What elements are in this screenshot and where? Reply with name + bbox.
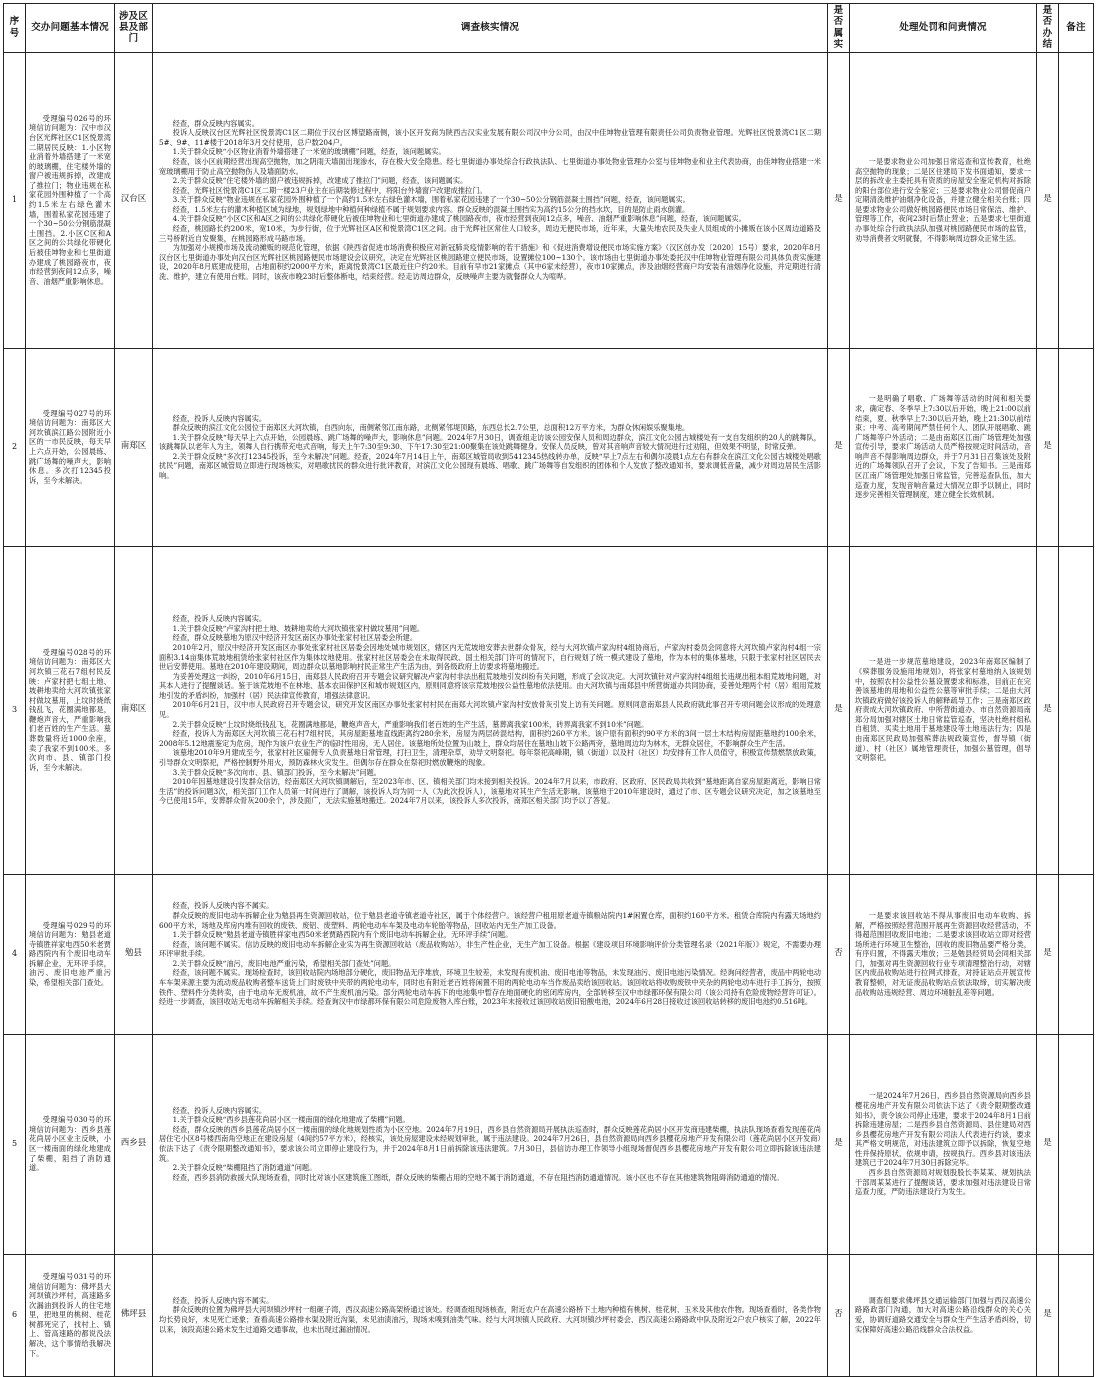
investigation-paragraph: 经查，该小区前期经营出现高空抛物，加之阴雨天墙面出现渗水，存在极大安全隐患。经七里街道办事处综合行政执法队、七里街道办事处物业管理办公室与佳坤物业和业主代表协商，由佳坤物业搭建一米宽玻璃棚用于防止高空抛物伤人及墙面防水。 — [159, 156, 821, 176]
done-flag-cell: 是 — [1037, 1034, 1059, 1254]
true-flag-cell: 是 — [828, 348, 850, 546]
table-row — [4, 52, 1094, 348]
header-note: 备注 — [1059, 4, 1094, 53]
table-body — [4, 52, 1094, 1376]
investigation-paragraph: 2010年2月，原汉中经济开发区南区办事处张家村社区居委会因地处城市规划区，辖区内无荒坡地安葬去世群众骨灰，经与大河坎镇卢家沟村4组协商后，卢家沟村委员会同意将大河坎镇卢家沟村4组一宗面积3.14亩集体荒坡地租赁给张家村社区作为集体坟地使用。张家村社区居委会在未取得民政、国土相关部门许可的情况下，自行规划了统一模式建设了墓地，作为本村的集体墓地，只限于张家村社区居民去世后安葬使用。墓地在2010年建设期间，周边群众以墓地影响村民正常生产生活为由，到各级政府上访要求将墓地搬迁。 — [159, 643, 821, 672]
header-no: 序号 — [4, 4, 26, 53]
result-cell — [850, 52, 1037, 348]
note-cell — [1059, 1254, 1094, 1376]
investigation-paragraph: 经查，1.5米左右的灌木种植区域为绿地，规划绿地中种植何种绿植不属于规划要求内容。群众反映的混凝土围挡实为高约15公分的挡水坎，目的是防止雨水倒灌。 — [172, 204, 690, 214]
result-paragraph: 调查组要求佛坪县交通运输部门加强与西汉高速公路路政部门沟通，加大对高速公路沿线群众的关心关爱，协调好道路交通安全与群众生产生活矛盾纠纷，切实保障好高速公路沿线群众合法权益。 — [855, 1295, 1031, 1334]
investigation-paragraph: 经查，群众反映的西乡县莲花尚居小区一楼南面的绿化地规划性质为小区空地。2024年7月19日，西乡县自然资源局开展执法巡查时，群众反映莲花尚居小区开发商违建柴棚，执法队现场查看发现莲花尚居住宅小区8号楼西南角空地正在建设房屋（4间约57平方米），经核实，该处房屋建设未经规划审批，属于违法建设。2024年7月26日，县自然资源局向西乡县樱花房地产开发有限公司（莲花尚居小区开发商）依法下达了《责令限期整改通知书》，要求该公司立即停止建设行为，并于2024年8月1日前拆除该违法建筑。7月30日，县信访办理工作领导小组现场督促西乡县樱花房地产开发有限公司立即拆除该违法建筑。 — [159, 1124, 821, 1163]
row-number: 1 — [4, 52, 26, 348]
done-flag-cell: 是 — [1037, 1254, 1059, 1376]
investigation-paragraph: 群众反映的废旧电动车拆解企业为勉县再生资源回收站，位于勉县老道寺镇老道寺社区，属于个体经营户。该经营户租用原老道寺镇粮站院内1#闲置仓库，面积约160平方米。租赁合库院内有露天场地约600平方米，场地及库房内堆有回收的废铁、废铝、废塑料、两轮电动车车架及电动车轮胎等物品，回收站内无生产加工设备。 — [159, 910, 821, 930]
investigation-paragraph: 经查，西乡县消防救援大队现场查看，同时比对该小区建筑施工图纸，群众反映的柴棚占用的空地不属于消防通道，不存在阻挡消防通道情况。该小区也不存在其他建筑物阻碍消防通道的情况。 — [172, 1172, 784, 1182]
true-flag-cell: 是 — [828, 1034, 850, 1254]
result-paragraph: 一是要求物业公司加强日常巡查和宣传教育，杜绝高空抛物的现象；二是区住建局下发书面通知，要求一层的拆改业主委托具有资质的房屋安全鉴定机构对拆除的阳台部位进行安全鉴定；三是要求物业公司督促商户定期清洗维护油烟净化设备，并建立健全相关台账；四是要求物业公司做好桃园路便民市场日常保洁、维护、管理等工作，夜间23时后禁止营业；五是要求七里街道办事处综合行政执法队加强对桃园路便民市场的监管，劝导消费者文明就餐，不得影响周边群众正常生活。 — [855, 156, 1031, 243]
investigation-paragraph: 经查，投诉人为南郑区大河坎镇三花石村7组村民，其房屋距墓地直线距离约280余米，房屋为两层砖混结构，面积约260平方米。该户原有面积约90平方米的3间一层土木结构房屋距墓地约100余米，2008年5.12地震鉴定为危房，现作为该户农业生产的临时性用房，无人居住。该墓地所处位置为山坡上，群众均居住在墓地山坡下公路两旁，墓地周边均为林木，无群众居住，不影响群众生产生活。 — [159, 729, 821, 748]
investigation-paragraph: 2.关于群众反映“上坟时烧纸钱乱飞，花圈满地都是，鞭炮声音大，严重影响我们老百姓的生产生活，墓葬离我家100米，砖界离我家不到10米”问题。 — [172, 719, 649, 729]
investigation-paragraph: 3.关于群众反映“多次向市、县、镇部门投诉，至今未解决”问题。 — [172, 767, 381, 777]
investigation-paragraph: 1.关于群众反映“勉县老道寺镇胜祥家电西50米老贾路西院内有个废旧电动车拆解企业，无环评手续”问题。 — [172, 930, 513, 940]
basic-situation-text: 受理编号030号的环境信访问题为：西乡县莲花尚居小区业主反映，小区一楼南面的绿化地建成了柴棚，阻挡了消防通道。 — [29, 1115, 111, 1173]
investigation-paragraph: 经查，投诉人反映内容属实。 — [172, 1105, 267, 1115]
basic-situation-text: 受理编号029号的环境信访问题为：勉县老道寺镇胜祥家电西50米老贾路西院内有个废旧电动车拆解企业，无环评手续，油污、废旧电池严重污染，希望相关部门查处。 — [29, 920, 111, 987]
note-cell — [1059, 546, 1094, 874]
result-cell — [850, 1034, 1037, 1254]
investigation-paragraph: 1.关于群众反映“每天早上六点开始，公园晨练、跳广场舞的噪声大，影响休息”问题。2024年7月30日，调查组走访该公园安保人员和周边群众，滨江文化公园古城楼处有一支自发组织的20人的跳舞队，该跳舞队以老年人为主，领舞人自行携带充电式音响，每天上午7:30至9:30、下午17:30至21:00聚集在该处跳舞健身。安保人员反映，曾对其音响声音较大情况进行过劝阻，但效果不明显，时常反弹。 — [159, 432, 821, 452]
basic-situation-cell — [26, 546, 115, 874]
header-true-flag: 是否属实 — [828, 4, 850, 53]
petition-table — [3, 3, 1094, 1377]
region-cell: 勉县 — [115, 874, 153, 1034]
basic-situation-cell — [26, 874, 115, 1034]
investigation-paragraph: 1.关于群众反映“小区物业消着外墙搭建了一米宽的玻璃棚”问题，经查，该问题属实。 — [172, 147, 446, 157]
investigation-cell — [153, 1034, 828, 1254]
basic-situation-text: 受理编号026号的环境信访问题为：汉中市汉台区光辉社区C1区悦景湾二期居民反映：1.小区物业消着外墙搭建了一米宽的玻璃棚，住宅楼外墙的窗户被违规拆掉，改建成了推拉门；物业违规在私家花园外围种植了一个高约1.5米左右绿色灌木墙，围着私家花园违建了一个30~50公分钢筋混凝土围挡。2.小区C区和A区之间的公共绿化带硬化后被佳坤物业和七里街道办建成了桃园路夜市，夜市经营到夜间12点多，噪音、油烟严重影响休息。 — [29, 113, 111, 286]
header-done-flag: 是否办结 — [1037, 4, 1059, 53]
investigation-paragraph: 经查，光辉社区悦景湾C1区二期一楼23户业主在后期装修过程中，将阳台外墙窗户改建成推拉门。 — [172, 185, 487, 195]
header-investigation: 调查核实情况 — [153, 4, 828, 53]
investigation-paragraph: 4.关于群众反映“小区C区和A区之间的公共绿化带硬化后被佳坤物业和七里街道办建成了桃园路夜市，夜市经营到夜间12点多，噪音、油烟严重影响休息”问题，经查，该问题属实。 — [172, 214, 746, 224]
region-cell: 汉台区 — [115, 52, 153, 348]
investigation-paragraph: 2010年6月21日，汉中市人民政府召开专题会议，研究开发区南区办事处张家村村民在南郑大河坎镇卢家沟村安放骨灰引发上访有关问题。原则同意南郑县人民政府就此事召开专项问题会议形成的处理意见。 — [159, 700, 821, 720]
investigation-paragraph: 2.关于群众反映“柴棚阻挡了消防通道”问题。 — [172, 1163, 317, 1173]
basic-situation-cell — [26, 348, 115, 546]
investigation-paragraph: 经查，投诉人反映内容不属实。 — [172, 901, 274, 911]
investigation-paragraph: 2.关于群众反映“油污，废旧电池严重污染，希望相关部门查处”问题。 — [172, 958, 396, 968]
investigation-paragraph: 经查，投诉人反映内容属实。 — [172, 614, 267, 624]
region-cell: 佛坪县 — [115, 1254, 153, 1376]
done-flag-cell: 是 — [1037, 546, 1059, 874]
basic-situation-text: 受理编号027号的环境信访问题为：南郑区大河坎镇滨江路公园附近小区的一市民反映，每天早上六点开始，公园晨练、跳广场舞的噪声大，影响休息。多次打12345投诉，至今未解决。 — [29, 408, 111, 485]
region-cell: 西乡县 — [115, 1034, 153, 1254]
result-paragraph: 一是明确了唱歌、广场舞等活动的时间和相关要求，确定春、冬季早上7:30以后开始，晚上21:00以前结束，夏、秋季早上7:30以后开始，晚上21:30以前结束；中考、高考期间严禁任何个人、团队开展唱歌、跳广场舞等户外活动；二是由南郑区江南广场管理处加强宣传引导，要求广场活动人员严格按规定时间活动，音响声音不得影响周边群众，并于7月31日召集该处及附近的广场舞领队召开了会议，下发了告知书。三是南郑区江南广场管理处加强日常监管，完善巡查队伍，加大巡查力度，发现音响音量过大情况立即予以制止，同时逐步完善相关管理制度，建立健全长效机制。 — [855, 394, 1031, 500]
investigation-cell — [153, 1254, 828, 1376]
basic-situation-cell — [26, 1254, 115, 1376]
investigation-cell — [153, 874, 828, 1034]
header-region: 涉及区县及部门 — [115, 4, 153, 53]
region-cell: 南郑区 — [115, 348, 153, 546]
header-result: 处理处罚和问责情况 — [850, 4, 1037, 53]
true-flag-cell: 是 — [828, 52, 850, 348]
result-paragraph: 一是要求该回收站不得从事废旧电动车收购、拆解，严格按照经营范围开展再生资源回收经营活动，不得超范围回收废旧电池；二是要求该回收站立即对经营场所进行环境卫生整治，回收的废旧物品要严格分类，有序归置，不得露天堆放；三是勉县经贸局会同相关部门，加强对再生资源回收行业专项清理整治行动，对辖区内废品收购站进行拉网式排查，对持证站点开展宣传教育整顿，对无证废品收购站点依法取缔，切实解决废品收购站违规经营、周边环境脏乱差等问题。 — [855, 910, 1031, 997]
table-row — [4, 1254, 1094, 1376]
done-flag-cell: 是 — [1037, 52, 1059, 348]
table-row — [4, 348, 1094, 546]
investigation-paragraph: 3.关于群众反映“物业违规在私家花园外围种植了一个高约1.5米左右绿色灌木墙，围着私家花园违建了一个30~50公分钢筋混凝土围挡”问题，经查，该问题属实。 — [172, 195, 690, 205]
header-basic: 交办问题基本情况 — [26, 4, 115, 53]
investigation-paragraph: 1.关于群众反映“卢家沟村把土地、坡耕地卖给大河坎镇张家村做坟墓用”问题。 — [172, 623, 425, 633]
result-paragraph: 一是进一步规范墓地建设，2023年南郑区编制了《殡葬服务设施用地规划》，将张家村墓地纳入该规划中，按照农村公益性公墓设置要求和标准，目前正在完善该墓地的用地和公益性公墓等审批手续；二是由大河坎镇政府做好该投诉人的解释疏导工作；三是南郑区政府责成大河坎镇政府、中所营街道办、市自然资源局南郑分局加强对辖区土地日常监管巡查，坚决杜绝村组私自租赁、买卖土地用于墓地建设等土地违法行为；四是由南郑区民政局加强殡葬法规政策宣传，督导镇（街道）、村（社区）属地管理责任，加强公墓管理，倡导文明祭祀。 — [855, 657, 1031, 763]
result-cell — [850, 1254, 1037, 1376]
row-number: 4 — [4, 874, 26, 1034]
note-cell — [1059, 874, 1094, 1034]
table-row — [4, 546, 1094, 874]
investigation-paragraph: 经查，群众反映墓地为原汉中经济开发区南区办事处张家村社区居委会所建。 — [172, 633, 418, 643]
investigation-cell — [153, 52, 828, 348]
table-header-row — [4, 4, 1094, 53]
investigation-paragraph: 经查，该问题不属实。信访反映的废旧电动车拆解企业实为再生资源回收站（废品收购站），非生产性企业，无生产加工设备。根据《建设项目环境影响评价分类管理名录（2021年版）》规定，不需要办理环评审批手续。 — [159, 939, 821, 959]
note-cell — [1059, 52, 1094, 348]
true-flag-cell: 否 — [828, 874, 850, 1034]
true-flag-cell: 否 — [828, 1254, 850, 1376]
investigation-paragraph: 2.关于群众反映“住宅楼外墙的窗户被违规拆掉，改建成了推拉门”问题，经查，该问题属实。 — [172, 176, 468, 186]
result-paragraph: 一是2024年7月26日，西乡县自然资源局向西乡县樱花房地产开发有限公司依法下达了《责令限期整改通知书》，责令该公司停止违建，要求于2024年8月1日前拆除违建房屋；二是西乡县自然资源局、县住建局对西乡县樱花房地产开发有限公司法人代表进行约谈，要求其严格文明规范，对违法建筑立即予以拆除，恢复空地性并保持原状，依规申请，按规执行。西乡县对该违法建筑已于2024年7月30日拆除完毕。 — [855, 1091, 1031, 1168]
result-paragraph: 西乡县自然资源局对规划股股长李某某、规划执法干部周某某进行了提醒谈话，要求加强对违法建设日常巡查力度，严防违法建设行为发生。 — [855, 1168, 1031, 1197]
investigation-paragraph: 群众反映的滨江文化公园位于南郑区大河坎镇，自西向东，南侧紧邻江南东路，北侧紧邻堤顶路，东西总长2.7公里，总面积12万平方米，为群众休闲娱乐聚集地。 — [172, 423, 690, 433]
investigation-paragraph: 2.关于群众反映“多次打12345投诉，至今未解决”问题。经查，2024年7月14日上午，南郑区城管局收到5412345热线转办单，反映“早上7点左右和偶尔凌晨1点左右有群众在滨江文化公园古城楼处唱歌扰民”问题，南郑区城管局立即进行现场核实，对唱歌扰民的群众进行批评教育，对滨江文化公园现有晨练、唱歌、跳广场舞等自发组织的团体和个人发放了整改通知书，要求调低音量，减少对周边居民生活影响。 — [159, 451, 821, 480]
basic-situation-text: 受理编号028号的环境信访问题为：南郑区大河坎镇三花石7组村民反映：卢家村把七组土地、坡耕地卖给大河坎镇张家村做坟墓用，上坟时烧纸钱乱飞，花圈满地都是，鞭炮声音大，严重影响我们老百姓的生产生活。墓葬数量将近1000余座，卖了我家不到100米。多次向市、县、镇部门投诉，至今未解决。 — [29, 647, 111, 772]
row-number: 6 — [4, 1254, 26, 1376]
row-number: 2 — [4, 348, 26, 546]
investigation-cell — [153, 348, 828, 546]
investigation-paragraph: 经查，投诉人反映内容不属实。 — [172, 1295, 274, 1305]
investigation-paragraph: 经查，桃园路长约200米，宽10米，为步行街，位于光辉社区A区和悦景湾C1区之间。由于光辉社区常住人口较多，周边无便民市场，近年来，大量失地农民及失业人员组成的小摊贩在该小区周边道路及三号桥附近自发聚集，在桃园路形成马路市场。 — [159, 224, 821, 243]
basic-situation-cell — [26, 52, 115, 348]
investigation-paragraph: 经查，投诉人反映内容属实。 — [172, 413, 267, 423]
basic-situation-cell — [26, 1034, 115, 1254]
row-number: 5 — [4, 1034, 26, 1254]
done-flag-cell: 是 — [1037, 348, 1059, 546]
done-flag-cell: 是 — [1037, 874, 1059, 1034]
investigation-paragraph: 经查，群众反映内容属实。 — [172, 118, 259, 128]
table-row — [4, 1034, 1094, 1254]
investigation-paragraph: 经查，该问题不属实。现场检查时，该回收站院内场地部分硬化，废旧物品无序堆放，环境卫生较差，未发现有废机油、废旧电池等物品，未发现油污、废旧电池污染情况。经询问经营者，废品中两轮电动车车架来源主要为流动废品收购者整车送货上门时废铁中夹带的两轮电动车，同时也有附近老百姓将闲置不用的两轮电动车当作废品卖给该回收站。该回收站将收购废铁中夹杂的两轮电动车进行手工拆分，按照铁件、塑料件分类转卖，由于电动车无废机油，故不产生废机油污染。部分两轮电动车拆下的电池集中暂存在地面硬化的密闭库房内，全部转移至汉中市绿都环保有限公司（该公司持有危险废物经营许可证）。经进一步调查，该回收站无电动车拆解相关手续。经查询汉中市绿都环保有限公司危险废物入库台账，2023年末接收过该回收站废旧铅酸电池，2024年6月28日接收过该回收站转移的废旧电池约0.516吨。 — [159, 968, 821, 1007]
true-flag-cell: 是 — [828, 546, 850, 874]
investigation-cell — [153, 546, 828, 874]
result-cell — [850, 874, 1037, 1034]
investigation-paragraph: 群众反映的位置为佛坪县大河坝镇沙坪村一组砸子湾，西汉高速公路高架桥通过该处。经调查组现场核查，附近农户在高速公路桥下土地内种植有桃树、桂花树、玉米及其他农作物。现场查看时，各类作物均长势良好，未见死亡迹象；查看高速公路排水渠及附近沟渠，未见油渍油污，现场未嗅到油类气味。经与大河坝镇人民政府、大河坝镇沙坪村委会、西汉高速公路路政中队及附近2户农户核实了解，2022年以来，该段高速公路未发生过道路交通事故，也未出现过漏油情况。 — [159, 1305, 821, 1334]
table-row — [4, 874, 1094, 1034]
investigation-paragraph: 2010年因墓地建设引发群众信访，经南郑区大河坎镇调解后，至2023年市、区、镇相关部门均未接到相关投诉。2024年7月以来，市政府、区政府、区民政局共收到“墓地距离自家房屋距离近，影响日常生活”的投诉问题3次，相关部门工作人员第一时间进行了调解，该投诉人均为同一人（为此次投诉人），该墓地对其生产生活无影响。该墓地于2010年建设时，通过了市、区专题会议研究决定，加之该墓地至今已使用15年，安葬群众骨灰200余个，涉及面广，无法实施墓地搬迁。2024年7月以来，该投诉人多次投诉，南郑区相关部门均予以了答复。 — [159, 777, 821, 806]
result-cell — [850, 546, 1037, 874]
investigation-paragraph: 1.关于群众反映“西乡县莲花尚居小区一楼南面的绿化地建成了柴棚”问题。 — [172, 1115, 410, 1125]
row-number: 3 — [4, 546, 26, 874]
investigation-paragraph: 为妥善处理这一纠纷，2010年6月15日，南郑县人民政府召开专题会议研究解决卢家沟村非法出租荒坡地引发纠纷有关问题，形成了会议决定。大河坎镇针对卢家沟村4组组长违规出租本组荒坡地问题，对其本人进行了提醒谈话。鉴于该荒坡地不在林地、基本农田保护区和城市规划区内，原则同意将该宗荒坡地按公益性墓地依法使用。由大河坎镇与南郑县中所营街道办共同协商，妥善处理两个村（居）组用荒坡地引发的矛盾纠纷，加强村（居）民法律宣传教育，增强法律意识。 — [159, 671, 821, 700]
investigation-paragraph: 为加强对小规模市场及流动摊贩的规范化管理，依据《陕西省促进市场消费积极应对新冠肺炎疫情影响的若干措施》和《促进消费增设便民市场实施方案》（汉区创办发〔2020〕15号）要求，2020年8月汉台区七里街道办事处向汉台区光辉社区桃园路便民市场建设会议研究，决定在光辉社区桃园路建立便民市场，设置摊位100~130个。该市场由七里街道办事处委托汉中佳坤物业管理有限公司具体负责实施建设，2020年8月底建成使用，占地面积约2000平方米，距离悦景湾C1区最近住户约20米。目前有早市21家摊点（其中6家未经营），夜市10家摊点，涉及油烟经营商户均安装有油烟净化设施，并定期进行清洗、维护，建立有使用台账。同时，该夜市晚23时后整体断电，结束经营。经走访周边群众，反映噪声主要为就餐群众人为喧哗。 — [159, 243, 821, 281]
basic-situation-text: 受理编号031号的环境信访问题为：佛坪县大河坝镇沙坪村，高速路多次漏油到投诉人的住宅地里，把地里的桃树、桂花树都死完了，找村上、镇上、管高速路的都说没法解决，这个事情给我解决下。 — [29, 1271, 111, 1358]
investigation-paragraph: 投诉人反映汉台区光辉社区悦景湾C1区二期位于汉台区博望路南侧，该小区开发商为陕西古汉实业发展有限公司汉中分公司，由汉中佳坤物业管理有限责任公司负责物业管理。光辉社区悦景湾C1区二期5#、9#、11#楼于2018年3月交付使用，总户数204户。 — [159, 128, 821, 147]
note-cell — [1059, 1034, 1094, 1254]
note-cell — [1059, 348, 1094, 546]
region-cell: 南郑区 — [115, 546, 153, 874]
investigation-paragraph: 该墓地2010年9月建成至今，张家村社区雇佣专人负责墓地日常管理，打扫卫生，清理杂草，劝导文明祭祀。每年祭祀高峰期，镇（街道）以及村（社区）均安排有工作人员值守，积极宣传禁燃禁放政策，引导群众文明祭祀，严格控制野外用火，预防森林火灾发生。但偶尔存在群众在祭祀时燃放鞭炮的现象。 — [159, 748, 821, 767]
result-cell — [850, 348, 1037, 546]
